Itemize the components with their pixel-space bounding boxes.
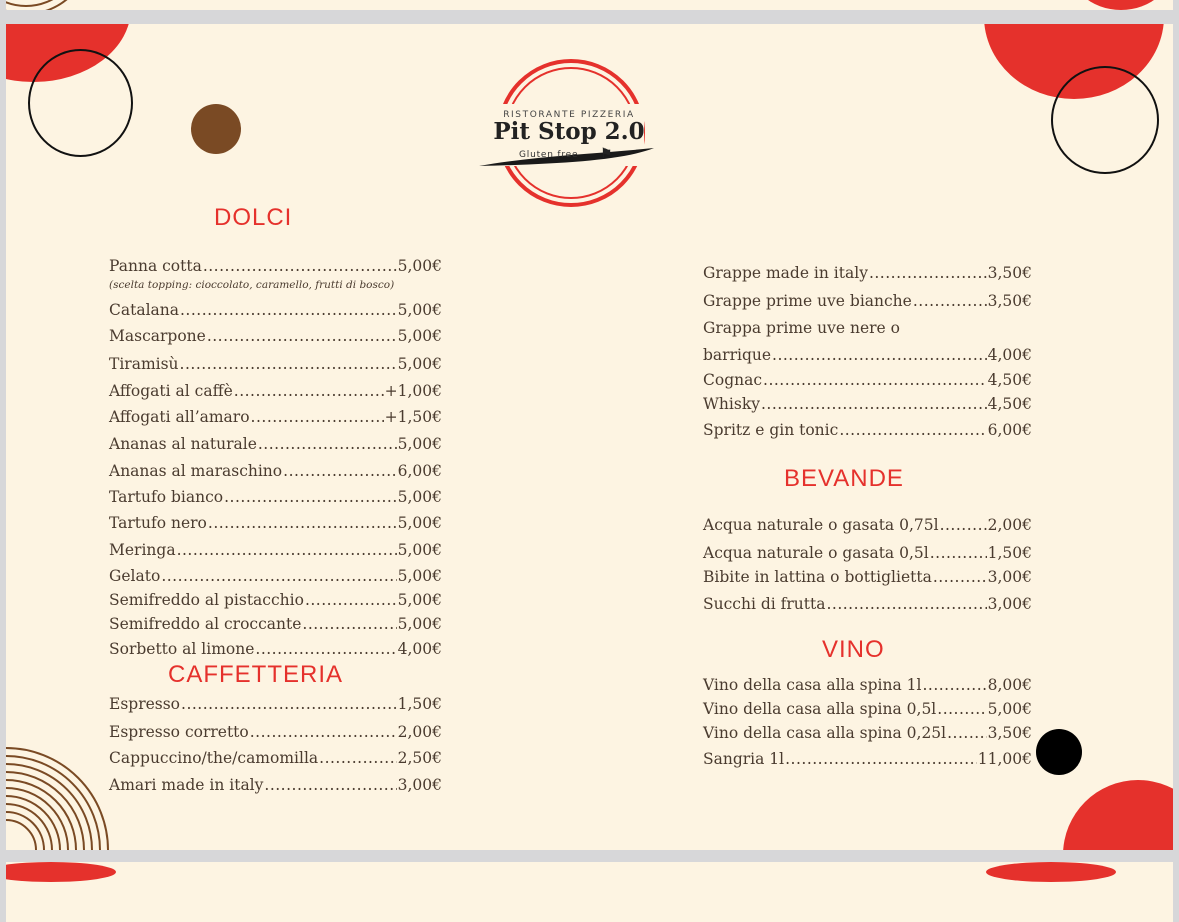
menu-item: [703, 749, 1032, 769]
item-price: 1,50€: [397, 695, 442, 713]
menu-item: [109, 354, 442, 374]
menu-item: [703, 515, 1032, 535]
menu-item: [109, 694, 442, 714]
logo-tagline: Gluten free: [519, 150, 579, 160]
menu-item: [703, 263, 1032, 283]
item-name: Succhi di frutta: [703, 595, 826, 613]
item-name: Vino della casa alla spina 0,5l: [703, 700, 937, 718]
logo-subtitle: RISTORANTE PIZZERIA: [503, 110, 635, 120]
menu-item: [703, 567, 1032, 587]
item-name: Affogati al caffè: [109, 382, 233, 400]
menu-item: [703, 370, 1032, 390]
item-name: Gelato: [109, 567, 161, 585]
item-name: Affogati all’amaro: [109, 408, 250, 426]
item-price: 5,00€: [397, 327, 442, 345]
item-name: Panna cotta: [109, 257, 202, 275]
item-name: Semifreddo al croccante: [109, 615, 302, 633]
menu-item: [703, 394, 1032, 414]
item-name: Vino della casa alla spina 1l: [703, 676, 922, 694]
menu-item: [109, 614, 442, 634]
menu-item: [109, 590, 442, 610]
item-name: barrique: [703, 346, 772, 364]
menu-item: [109, 434, 442, 454]
checkered-flag-icon: ⚑: [600, 146, 613, 162]
item-price: 4,00€: [987, 346, 1032, 364]
item-price: 5,00€: [987, 700, 1032, 718]
item-name: Cognac: [703, 371, 763, 389]
menu-item: [703, 675, 1032, 695]
item-price: 3,50€: [987, 724, 1032, 742]
item-price: 4,50€: [987, 371, 1032, 389]
bevande-title: BEVANDE: [784, 465, 904, 492]
logo-name: Pit Stop 2.0: [493, 118, 645, 145]
item-name: Ananas al maraschino: [109, 462, 283, 480]
menu-item: [703, 291, 1032, 311]
item-name: Tiramisù: [109, 355, 179, 373]
item-price: +1,00€: [384, 382, 442, 400]
menu-item: [703, 420, 1032, 440]
item-name: Catalana: [109, 301, 179, 319]
item-price: 5,00€: [397, 257, 442, 275]
vino-title: VINO: [822, 636, 885, 663]
item-name: Grappe made in italy: [703, 264, 868, 282]
item-name: Vino della casa alla spina 0,25l: [703, 724, 947, 742]
item-price: 3,00€: [397, 776, 442, 794]
menu-item: [703, 345, 1032, 365]
menu-item: [109, 381, 442, 401]
item-price: 5,00€: [397, 355, 442, 373]
item-name: Bibite in lattina o bottiglietta: [703, 568, 932, 586]
menu-item: [109, 566, 442, 586]
item-price: 3,50€: [987, 292, 1032, 310]
item-name: Meringa: [109, 541, 176, 559]
menu-item: [703, 699, 1032, 719]
item-price: 5,00€: [397, 488, 442, 506]
menu-item: [109, 722, 442, 742]
menu-item: [109, 748, 442, 768]
item-name: Whisky: [703, 395, 760, 413]
item-price: 1,50€: [987, 544, 1032, 562]
brown-rings-decoration-bottom-left: [6, 724, 116, 850]
item-name: Ananas al naturale: [109, 435, 257, 453]
previous-page-edge: [6, 0, 1173, 10]
black-outline-circle-top-left: [28, 49, 133, 157]
menu-item: [109, 487, 442, 507]
item-name: Espresso: [109, 695, 181, 713]
item-name: Cappuccino/the/camomilla: [109, 749, 319, 767]
item-price: 5,00€: [397, 591, 442, 609]
item-name: Tartufo bianco: [109, 488, 224, 506]
item-name: Acqua naturale o gasata 0,5l: [703, 544, 929, 562]
menu-item: [109, 540, 442, 560]
topping-note: (scelta topping: cioccolato, caramello, frutti di bosco): [109, 279, 395, 291]
item-price: 5,00€: [397, 541, 442, 559]
red-circle-bottom-right: [1063, 780, 1173, 850]
menu-page: [6, 24, 1173, 850]
menu-item: [109, 326, 442, 346]
black-outline-circle-top-right: [1051, 66, 1159, 174]
item-name: Sorbetto al limone: [109, 640, 255, 658]
menu-item: [703, 594, 1032, 614]
item-price: 6,00€: [397, 462, 442, 480]
red-circle-decoration: [6, 862, 116, 882]
red-circle-decoration: [986, 862, 1116, 882]
caffetteria-title: CAFFETTERIA: [168, 661, 344, 688]
item-price: 5,00€: [397, 514, 442, 532]
item-price: 11,00€: [977, 750, 1032, 768]
brown-dot: [191, 104, 241, 154]
item-price: 8,00€: [987, 676, 1032, 694]
item-name: Mascarpone: [109, 327, 206, 345]
item-price: 2,00€: [987, 516, 1032, 534]
item-price: 2,00€: [397, 723, 442, 741]
item-name: Grappe prime uve bianche: [703, 292, 912, 310]
item-name: Spritz e gin tonic: [703, 421, 839, 439]
item-name: Semifreddo al pistacchio: [109, 591, 304, 609]
menu-item: [703, 723, 1032, 743]
item-price: 3,50€: [987, 264, 1032, 282]
item-name: Amari made in italy: [109, 776, 264, 794]
item-name: Espresso corretto: [109, 723, 249, 741]
item-name: Acqua naturale o gasata 0,75l: [703, 516, 939, 534]
menu-item: [109, 513, 442, 533]
item-price: +1,50€: [384, 408, 442, 426]
item-price: 4,00€: [397, 640, 442, 658]
next-page-edge: [6, 862, 1173, 922]
item-name: Tartufo nero: [109, 514, 207, 532]
red-circle-decoration: [1066, 0, 1173, 10]
menu-item: [109, 639, 442, 659]
item-name-first-line: Grappa prime uve nere o: [703, 319, 900, 337]
menu-item: [109, 256, 442, 276]
menu-item: [109, 775, 442, 795]
restaurant-logo: [474, 54, 664, 224]
menu-item: [109, 300, 442, 320]
menu-item: [109, 407, 442, 427]
item-price: 3,00€: [987, 595, 1032, 613]
black-dot: [1036, 729, 1082, 775]
item-price: 6,00€: [987, 421, 1032, 439]
item-price: 5,00€: [397, 435, 442, 453]
dolci-title: DOLCI: [214, 204, 293, 231]
item-price: 5,00€: [397, 567, 442, 585]
item-price: 5,00€: [397, 615, 442, 633]
brown-rings-decoration: [6, 0, 116, 10]
item-price: 3,00€: [987, 568, 1032, 586]
menu-item: [703, 543, 1032, 563]
item-name: Sangria 1l: [703, 750, 785, 768]
item-price: 2,50€: [397, 749, 442, 767]
item-price: 5,00€: [397, 301, 442, 319]
item-price: 4,50€: [987, 395, 1032, 413]
menu-item: [109, 461, 442, 481]
